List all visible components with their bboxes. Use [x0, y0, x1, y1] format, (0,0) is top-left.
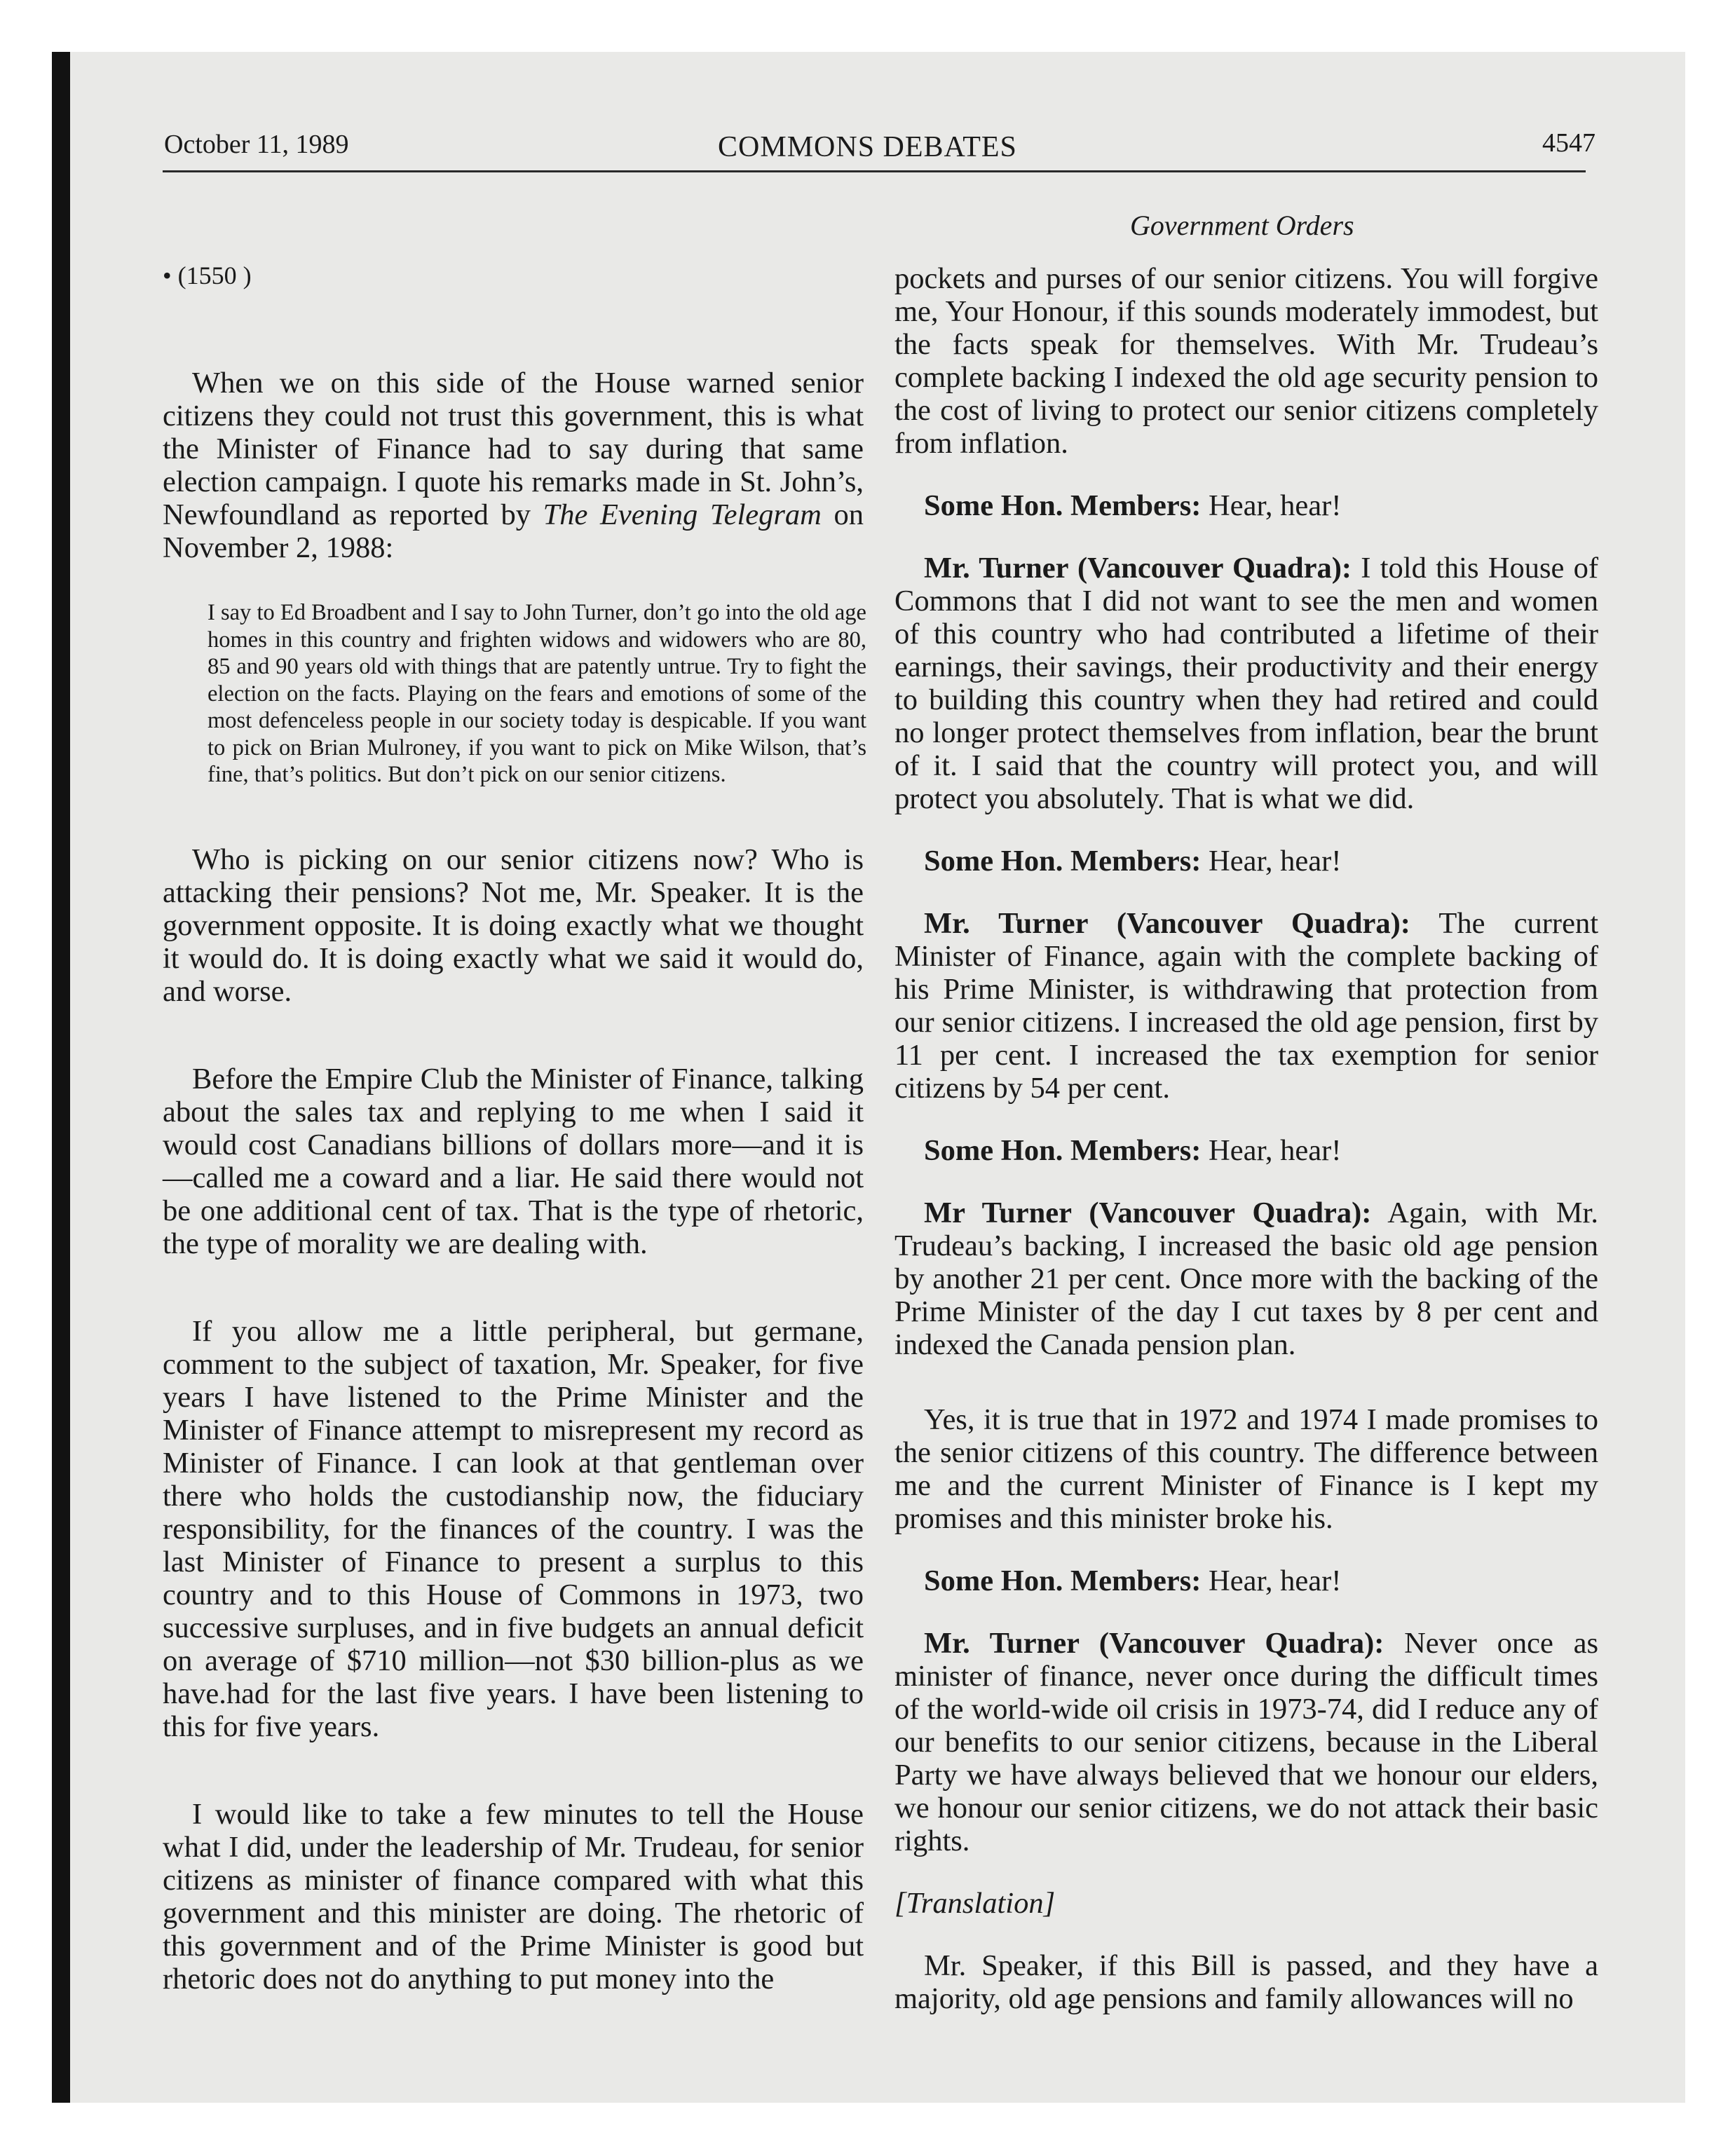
speaker-name: Some Hon. Members: — [924, 845, 1202, 878]
right-column — [894, 262, 1598, 2015]
speech: Mr. Turner (Vancouver Quadra): Never once as minister of finance, never once during the difficult times of the world-wide oil crisis in 1973-74, did I reduce any of our benefits to our senior citizens, because in the Liberal Party we have always believed that we honour our elders, we honour our senior citizens, we do not attack their basic rights. — [894, 1627, 1598, 1857]
header-title: COMMONS DEBATES — [718, 131, 1017, 163]
translation-note: [Translation] — [894, 1887, 1056, 1920]
paragraph: I would like to take a few minutes to tell the House what I did, under the leadership of Mr. Trudeau, for senior citizens as minister of finance compared with what this government and this minister are doing. The rhetoric of this government and of the Prime Minister is good but rhetoric does not do anything to put money into the — [163, 1797, 864, 1995]
paragraph: Who is picking on our senior citizens now? Who is attacking their pensions? Not me, Mr. Speaker. It is the government opposite. It is doing exactly what we thought it would do. It is doing exactly what we said it would do, and worse. — [163, 842, 864, 1008]
paragraph: pockets and purses of our senior citizens. You will forgive me, Your Honour, if this sounds moderately immodest, but the facts speak for themselves. With Mr. Trudeau’s complete backing I indexed the old age security pension to the cost of living to protect our senior citizens completely from inflation. — [894, 262, 1598, 460]
page-number: 4547 — [1542, 128, 1595, 158]
interjection: Some Hon. Members: Hear, hear! — [924, 489, 1342, 522]
interjection: Some Hon. Members: Hear, hear! — [924, 1134, 1342, 1167]
paragraph: Before the Empire Club the Minister of Finance, talking about the sales tax and replying to me when I said it would cost Canadians billions of dollars more—and it is—called me a coward and a liar. He said there would not be one additional cent of tax. That is the type of rhetoric, the type of morality we are dealing with. — [163, 1062, 864, 1260]
header-rule — [163, 170, 1586, 172]
speaker-name: Mr Turner (Vancouver Quadra): — [924, 1196, 1372, 1229]
scan-edge-bar — [52, 52, 70, 2103]
speech: Mr. Turner (Vancouver Quadra): I told this House of Commons that I did not want to see the men and women of this country who had contributed a lifetime of their earnings, their savings, their productivity and their energy to building this country when they had retired and could no longer protect themselves from inflation, bear the brunt of it. I said that the country will protect you, and will protect you absolutely. That is what we did. — [894, 552, 1599, 815]
interjection: Some Hon. Members: Hear, hear! — [924, 1564, 1342, 1597]
speaker-name: Some Hon. Members: — [924, 489, 1202, 522]
header-date: October 11, 1989 — [164, 130, 349, 159]
section-label: Government Orders — [1130, 210, 1354, 241]
speaker-name: Some Hon. Members: — [924, 1134, 1202, 1167]
left-column — [163, 259, 864, 1995]
paragraph: Mr. Speaker, if this Bill is passed, and they have a majority, old age pensions and family allowances will no — [894, 1949, 1598, 2015]
time-marker: • (1550 ) — [163, 261, 252, 289]
speech: Mr. Turner (Vancouver Quadra): The current Minister of Finance, again with the complete backing of his Prime Minister, is withdrawing that protection from our senior citizens. I increased the old age pension, first by 11 per cent. I increased the tax exemption for senior citizens by 54 per cent. — [894, 907, 1599, 1105]
paragraph: If you allow me a little peripheral, but germane, comment to the subject of taxation, Mr. Speaker, for five years I have listened to the Prime Minister and the Minister of Finance attempt to misrepresent my record as Minister of Finance. I can look at that gentleman over there who holds the custodianship now, the fiduciary responsibility, for the finances of the country. I was the last Minister of Finance to present a surplus to this country and to this House of Commons in 1973, two successive surpluses, and in five budgets an annual deficit on average of $710 million—not $30 billion-plus as we have.had for the last five years. I have been listening to this for five years. — [163, 1314, 864, 1743]
speech: Mr Turner (Vancouver Quadra): Again, with Mr. Trudeau’s backing, I increased the basic old age pension by another 21 per cent. Once more with the backing of the Prime Minister of the day I cut taxes by 8 per cent and indexed the Canada pension plan. — [894, 1196, 1598, 1361]
speaker-name: Mr. Turner (Vancouver Quadra): — [924, 907, 1410, 940]
speaker-name: Mr. Turner (Vancouver Quadra): — [924, 552, 1352, 585]
block-quote: I say to Ed Broadbent and I say to John Turner, don’t go into the old age homes in this country and frighten widows and widowers who are 80, 85 and 90 years old with things that are patently untrue. Try to fight the election on the facts. Playing on the fears and emotions of some of the most defenceless people in our society today is despicable. If you want to pick on Brian Mulroney, if you want to pick on Mike Wilson, that’s fine, that’s politics. But don’t pick on our senior citizens. — [207, 600, 866, 787]
paragraph: When we on this side of the House warned senior citizens they could not trust this government, this is what the Minister of Finance had to say during that same election campaign. I quote his remarks made in St. John’s, Newfoundland as reported by The Evening Telegram on November 2, 1988: — [163, 367, 864, 564]
speaker-name: Some Hon. Members: — [924, 1564, 1202, 1597]
paragraph: Yes, it is true that in 1972 and 1974 I made promises to the senior citizens of this country. The difference between me and the current Minister of Finance is I kept my promises and this minister broke his. — [894, 1403, 1598, 1535]
publication-title: The Evening Telegram — [543, 498, 822, 531]
interjection: Some Hon. Members: Hear, hear! — [924, 845, 1342, 878]
speaker-name: Mr. Turner (Vancouver Quadra): — [924, 1627, 1384, 1660]
